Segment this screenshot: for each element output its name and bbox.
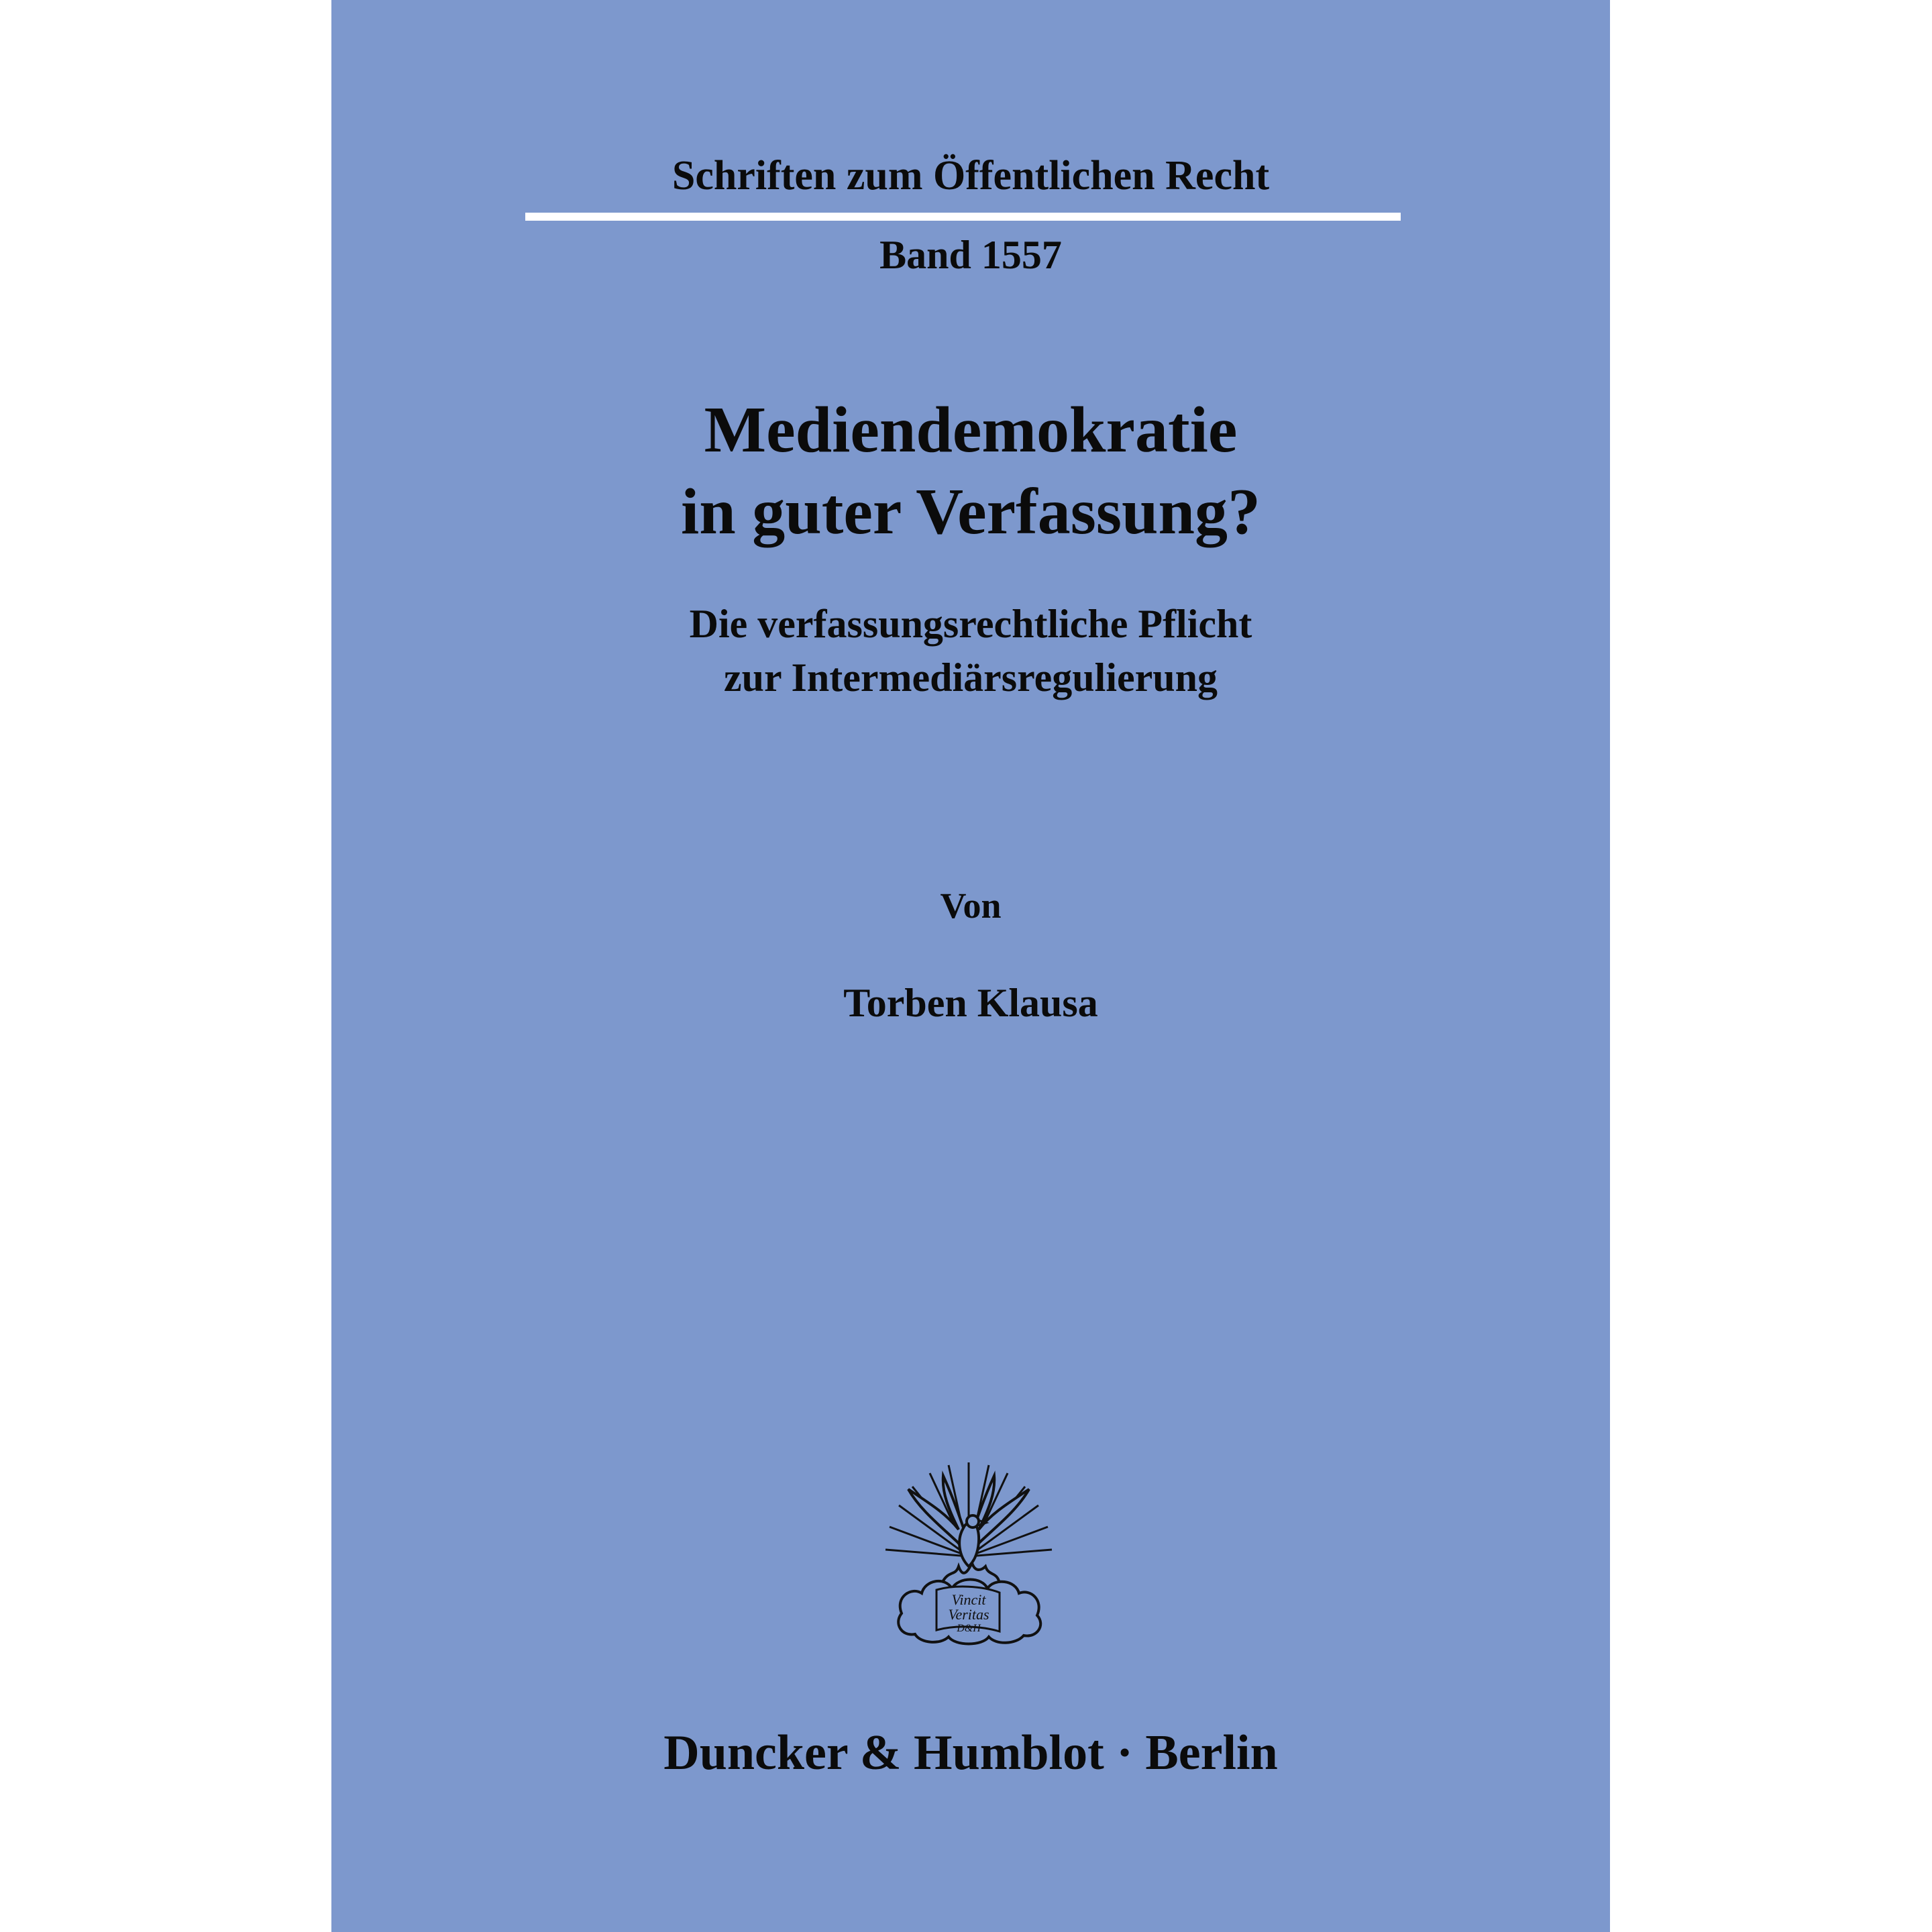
volume-number: Band 1557 <box>879 233 1062 277</box>
motto-line-1: Vincit <box>951 1591 986 1608</box>
phoenix-emblem-icon <box>881 1456 1056 1650</box>
book-title-line-1: Mediendemokratie <box>704 394 1238 466</box>
series-title: Schriften zum Öffentlichen Recht <box>672 153 1270 199</box>
book-subtitle-line-2: zur Intermediärsregulierung <box>723 655 1218 700</box>
byline-von: Von <box>940 885 1002 926</box>
motto-banner <box>936 1587 1000 1634</box>
book-title <box>331 389 1610 553</box>
publisher-imprint: Duncker & Humblot · Berlin <box>663 1725 1278 1780</box>
author-name: Torben Klausa <box>843 981 1098 1025</box>
book-subtitle-line-1: Die verfassungsrechtliche Pflicht <box>689 602 1252 646</box>
series-divider-rule <box>525 213 1401 221</box>
book-cover <box>331 0 1610 1932</box>
publisher-monogram: D&H <box>957 1623 981 1634</box>
book-subtitle <box>331 597 1610 704</box>
motto-line-2: Veritas <box>948 1606 989 1623</box>
book-title-line-2: in guter Verfassung? <box>680 476 1260 548</box>
